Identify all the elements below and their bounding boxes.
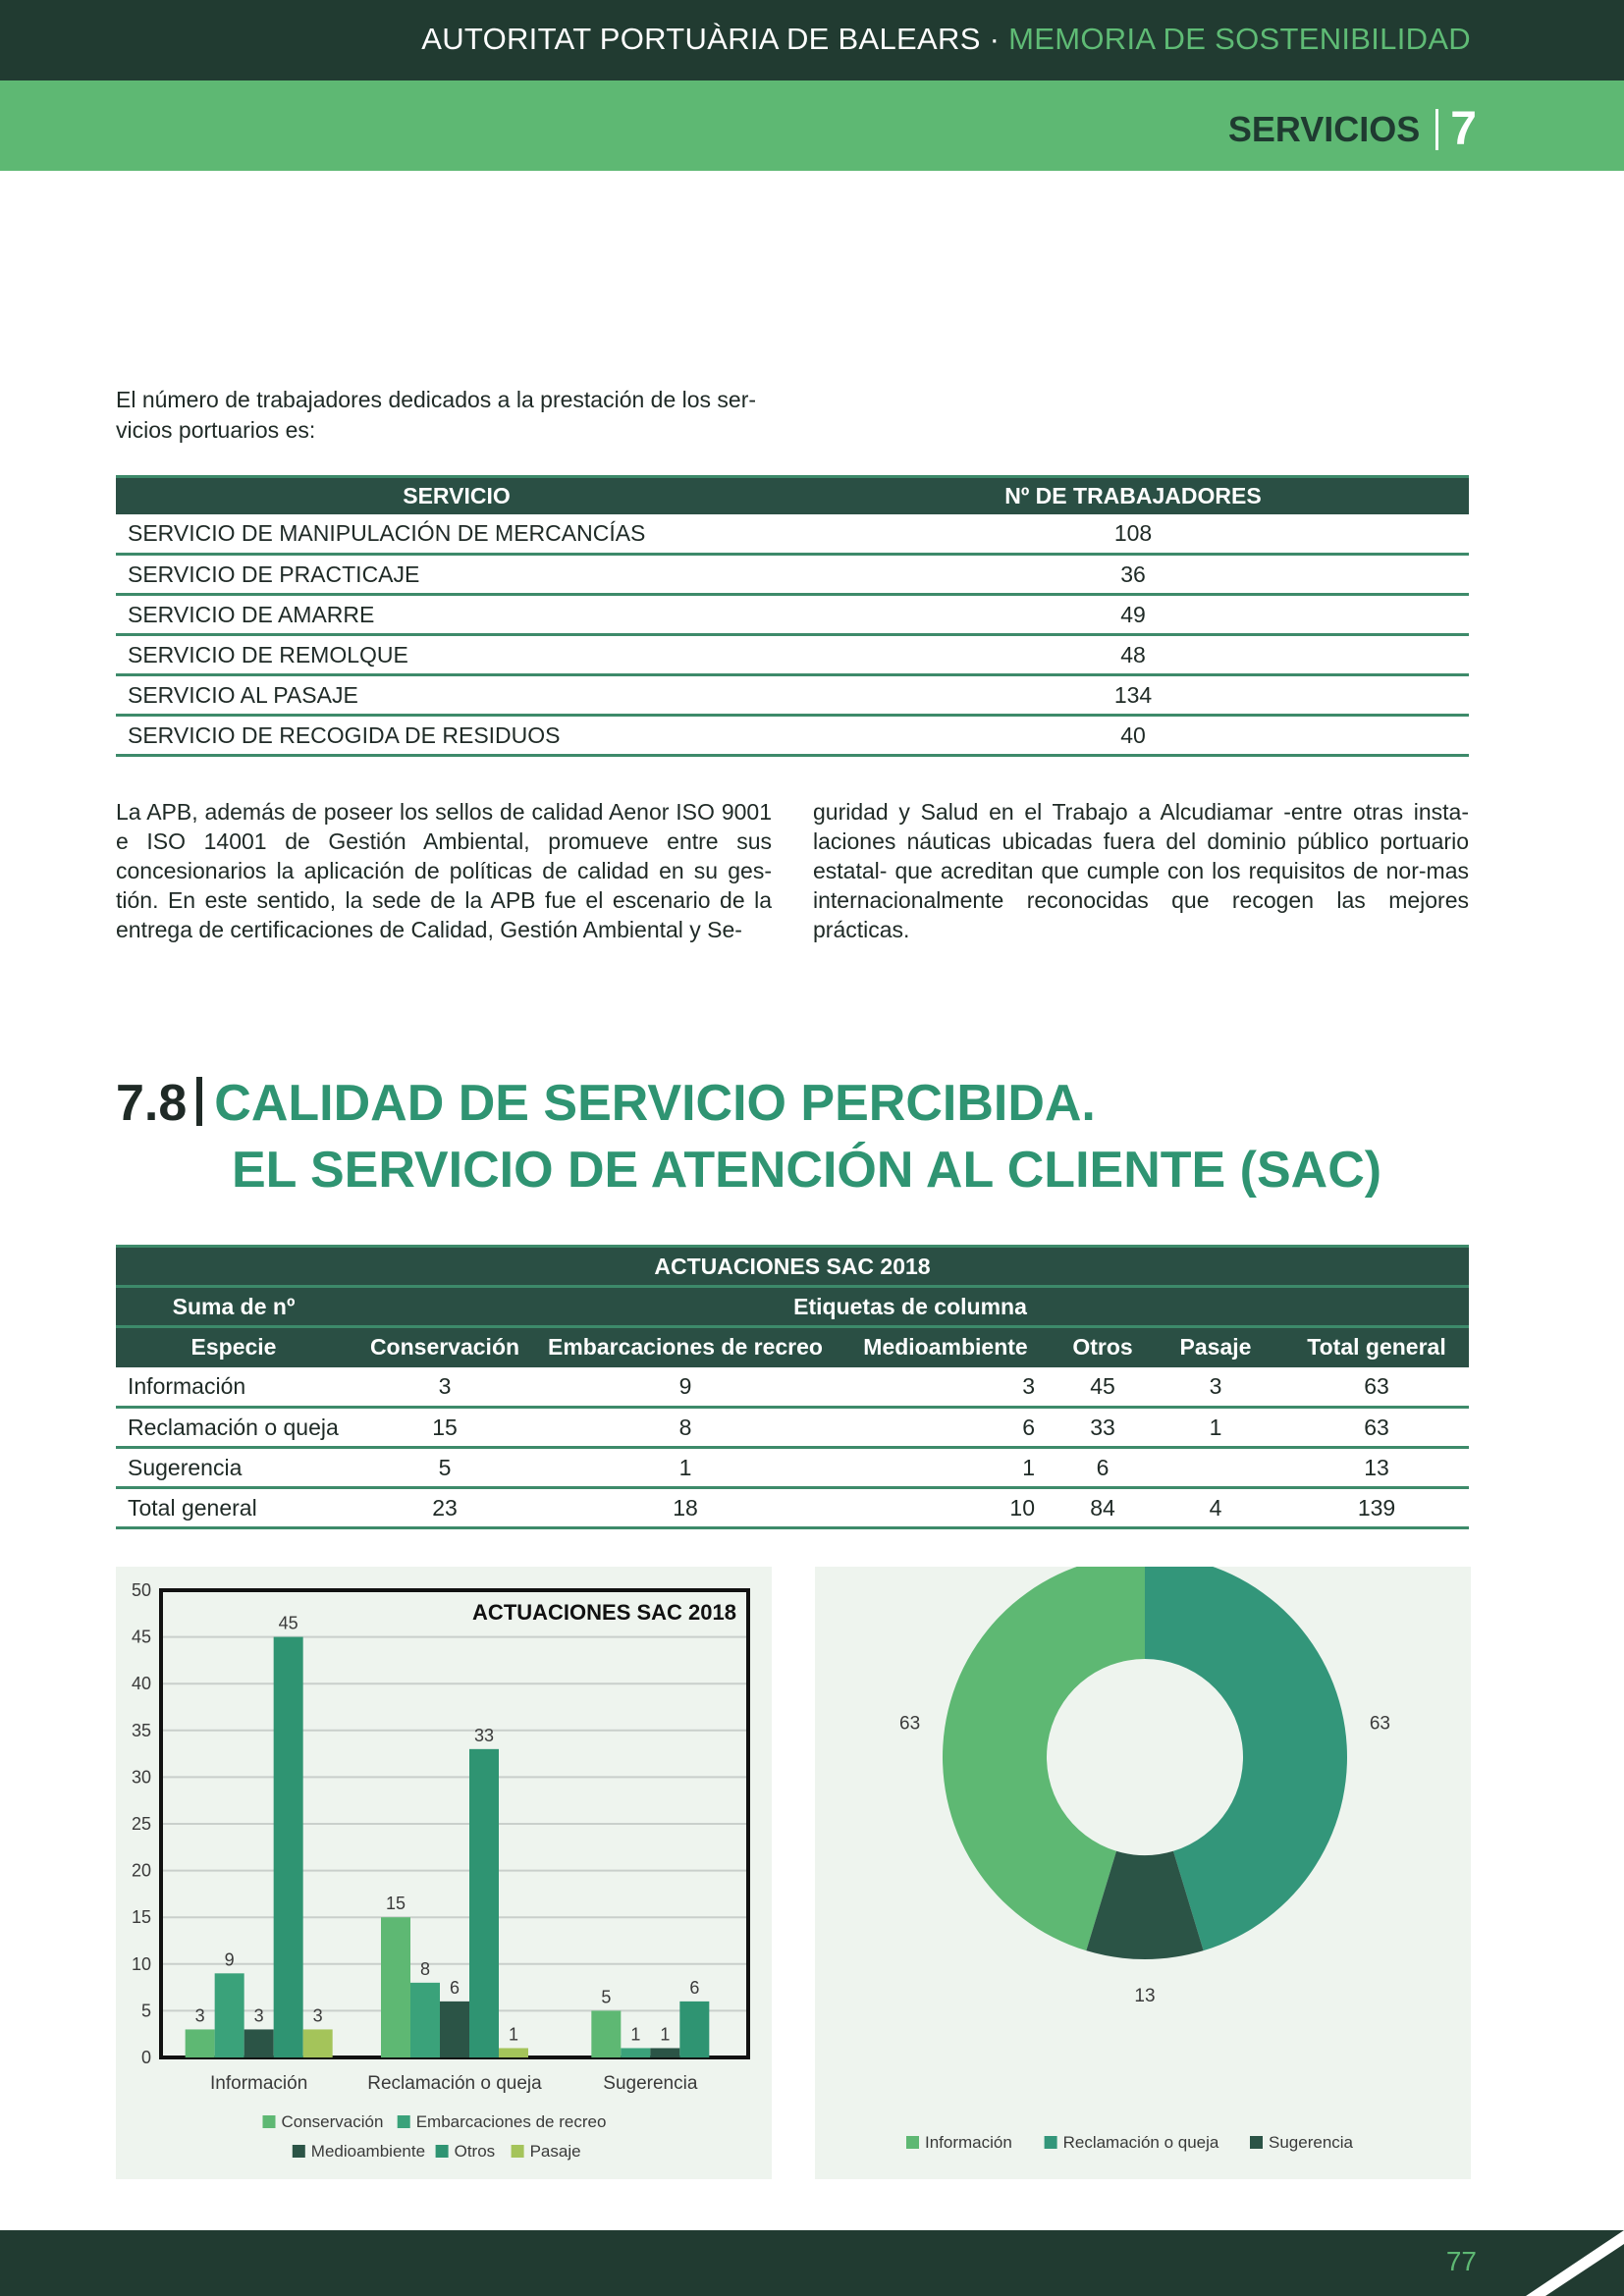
bar-value-label: 3 <box>253 2005 264 2026</box>
row-label: Reclamación o queja <box>116 1408 352 1448</box>
table-cell: 10 <box>833 1488 1058 1528</box>
header-report: MEMORIA DE SOSTENIBILIDAD <box>1008 22 1471 56</box>
table-cell: 8 <box>538 1408 833 1448</box>
bar <box>469 1749 499 2057</box>
service-name: SERVICIO AL PASAJE <box>116 675 797 716</box>
sac-table-header-row <box>116 1327 1469 1367</box>
y-tick-label: 35 <box>131 1720 151 1740</box>
bar <box>591 2010 621 2057</box>
row-label: Información <box>116 1367 352 1408</box>
service-name: SERVICIO DE MANIPULACIÓN DE MERCANCÍAS <box>116 514 797 555</box>
bar <box>650 2048 679 2057</box>
worker-count: 40 <box>797 716 1469 756</box>
paragraph-left: La APB, además de poseer los sellos de calidad Aenor ISO 9001 e ISO 14001 de Gestión Ambiental, promueve entre sus concesionarios la aplicación de políticas de calidad en su ges-tión. En este sentido, la sede de la APB fue el escenario de la entrega de certificaciones de Calidad, Gestión Ambiental y Se- <box>116 799 772 942</box>
table-cell: 6 <box>833 1408 1058 1448</box>
y-tick-label: 15 <box>131 1907 151 1928</box>
table-cell: 33 <box>1058 1408 1147 1448</box>
column-header: Total general <box>1284 1327 1469 1367</box>
column-header: Embarcaciones de recreo <box>538 1327 833 1367</box>
bar <box>410 1983 440 2057</box>
table-cell: 23 <box>352 1488 538 1528</box>
service-name: SERVICIO DE REMOLQUE <box>116 635 797 675</box>
section-header-bar <box>0 80 1624 171</box>
bar <box>440 2002 469 2057</box>
service-name: SERVICIO DE RECOGIDA DE RESIDUOS <box>116 716 797 756</box>
page-number: 77 <box>1445 2246 1477 2276</box>
section-label: SERVICIOS <box>1227 108 1421 149</box>
sac-table-title-row <box>116 1247 1469 1287</box>
legend-label: Información <box>925 2133 1012 2152</box>
column-header: Especie <box>116 1327 352 1367</box>
legend-label: Sugerencia <box>1269 2133 1354 2152</box>
header-title <box>421 22 1471 57</box>
paragraph-right: guridad y Salud en el Trabajo a Alcudiamar -entre otras insta-laciones náuticas ubicadas fuera del dominio público portuario estatal- que acreditan que cumple con los requisitos de nor-mas internacionalmente reconocidas que recogen las mejores prácticas. <box>813 799 1469 942</box>
donut-chart <box>815 1567 1471 2179</box>
service-name: SERVICIO DE AMARRE <box>116 595 797 635</box>
slice-value-label: 63 <box>1369 1713 1390 1735</box>
section-heading-line2: EL SERVICIO DE ATENCIÓN AL CLIENTE (SAC) <box>232 1142 1382 1199</box>
table-row <box>116 716 1469 756</box>
section-heading-line1: CALIDAD DE SERVICIO PERCIBIDA. <box>214 1075 1096 1132</box>
bar-value-label: 3 <box>194 2005 205 2026</box>
bar <box>186 2029 215 2057</box>
legend-swatch <box>1250 2136 1263 2149</box>
table-cell <box>1147 1448 1284 1488</box>
bar <box>244 2029 274 2057</box>
table-row <box>116 1448 1469 1488</box>
bar <box>215 1973 244 2057</box>
slice-value-label: 13 <box>1134 1986 1156 2006</box>
column-header: Conservación <box>352 1327 538 1367</box>
column-label: Etiquetas de columna <box>352 1287 1469 1327</box>
bar-chart <box>116 1567 772 2179</box>
table-cell: 3 <box>352 1367 538 1408</box>
slice-value-label: 63 <box>899 1713 921 1735</box>
table-cell: 45 <box>1058 1367 1147 1408</box>
bar-value-label: 1 <box>508 2024 519 2045</box>
worker-count: 49 <box>797 595 1469 635</box>
y-tick-label: 45 <box>131 1627 151 1647</box>
service-name: SERVICIO DE PRACTICAJE <box>116 555 797 595</box>
table-cell: 63 <box>1284 1408 1469 1448</box>
bar <box>679 2002 709 2057</box>
column-header: Medioambiente <box>833 1327 1058 1367</box>
table-row <box>116 1488 1469 1528</box>
footer-stripe-decoration <box>1487 2230 1624 2296</box>
table-row <box>116 675 1469 716</box>
table-cell: 6 <box>1058 1448 1147 1488</box>
bar <box>274 1637 303 2057</box>
table-cell: 4 <box>1147 1488 1284 1528</box>
section-heading-number: 7.8 <box>116 1075 188 1132</box>
workers-table-header <box>116 477 1469 514</box>
bar-value-label: 6 <box>449 1977 460 1998</box>
legend-swatch <box>263 2115 276 2128</box>
y-tick-label: 5 <box>140 2001 151 2021</box>
legend-label: Otros <box>454 2142 496 2161</box>
body-text-columns <box>116 797 1469 944</box>
bar-value-label: 1 <box>630 2024 641 2045</box>
bar-value-label: 6 <box>689 1977 700 1998</box>
table-cell: 63 <box>1284 1367 1469 1408</box>
section-number: 7 <box>1450 103 1477 155</box>
y-tick-label: 10 <box>131 1953 151 1974</box>
worker-count: 108 <box>797 514 1469 555</box>
section-heading-divider <box>196 1077 202 1126</box>
bar <box>303 2029 333 2057</box>
table-row <box>116 1367 1469 1408</box>
y-tick-label: 0 <box>140 2048 151 2067</box>
sac-table-subheader-row <box>116 1287 1469 1327</box>
table-cell: 18 <box>538 1488 833 1528</box>
column-header-workers: Nº DE TRABAJADORES <box>797 477 1469 514</box>
worker-count: 36 <box>797 555 1469 595</box>
legend-label: Medioambiente <box>310 2142 426 2161</box>
legend-swatch <box>512 2145 524 2158</box>
legend-swatch <box>398 2115 410 2128</box>
row-label: Sugerencia <box>116 1448 352 1488</box>
worker-count: 48 <box>797 635 1469 675</box>
bar-value-label: 5 <box>601 1987 612 2007</box>
sac-table-title: ACTUACIONES SAC 2018 <box>116 1247 1469 1287</box>
table-row <box>116 514 1469 555</box>
workers-table <box>116 475 1469 757</box>
top-header-bar <box>0 0 1624 80</box>
row-label: Total general <box>116 1488 352 1528</box>
section-heading <box>116 1070 1381 1203</box>
table-cell: 5 <box>352 1448 538 1488</box>
table-cell: 15 <box>352 1408 538 1448</box>
column-header-service: SERVICIO <box>116 477 797 514</box>
bar-value-label: 8 <box>419 1958 431 1979</box>
legend-label: Reclamación o queja <box>1062 2133 1219 2152</box>
table-row <box>116 555 1469 595</box>
column-header: Otros <box>1058 1327 1147 1367</box>
legend-swatch <box>293 2145 305 2158</box>
bar <box>381 1917 410 2057</box>
intro-paragraph: El número de trabajadores dedicados a la prestación de los ser-vicios portuarios es: <box>116 387 757 443</box>
table-row <box>116 635 1469 675</box>
section-divider <box>1435 109 1438 150</box>
bar-value-label: 15 <box>385 1894 406 1914</box>
table-cell: 1 <box>833 1448 1058 1488</box>
y-tick-label: 30 <box>131 1767 151 1788</box>
table-cell: 3 <box>833 1367 1058 1408</box>
legend-label: Embarcaciones de recreo <box>415 2112 607 2131</box>
legend-swatch <box>1045 2136 1057 2149</box>
legend-label: Conservación <box>281 2112 384 2131</box>
section-indicator <box>1228 102 1477 156</box>
bar-value-label: 1 <box>660 2024 671 2045</box>
legend-swatch <box>436 2145 449 2158</box>
sum-label: Suma de nº <box>116 1287 352 1327</box>
table-cell: 13 <box>1284 1448 1469 1488</box>
y-tick-label: 50 <box>131 1580 151 1600</box>
table-cell: 9 <box>538 1367 833 1408</box>
bar-value-label: 45 <box>278 1613 298 1633</box>
table-cell: 1 <box>1147 1408 1284 1448</box>
footer-bar <box>0 2230 1624 2296</box>
table-cell: 1 <box>538 1448 833 1488</box>
bar-value-label: 9 <box>224 1949 235 1970</box>
x-category-label: Reclamación o queja <box>367 2073 542 2094</box>
y-tick-label: 40 <box>131 1674 151 1694</box>
legend-label: Pasaje <box>529 2142 581 2161</box>
worker-count: 134 <box>797 675 1469 716</box>
header-separator: · <box>980 22 1009 56</box>
header-org: AUTORITAT PORTUÀRIA DE BALEARS <box>421 22 981 56</box>
bar <box>621 2048 650 2057</box>
chart-title: ACTUACIONES SAC 2018 <box>472 1600 736 1625</box>
table-cell: 84 <box>1058 1488 1147 1528</box>
x-category-label: Información <box>210 2073 308 2094</box>
legend-swatch <box>906 2136 919 2149</box>
table-row <box>116 1408 1469 1448</box>
table-row <box>116 595 1469 635</box>
bar-chart-panel <box>116 1567 772 2179</box>
bar-value-label: 33 <box>473 1725 495 1745</box>
table-cell: 3 <box>1147 1367 1284 1408</box>
table-cell: 139 <box>1284 1488 1469 1528</box>
y-tick-label: 20 <box>131 1860 151 1881</box>
column-header: Pasaje <box>1147 1327 1284 1367</box>
donut-chart-panel <box>815 1567 1471 2179</box>
sac-table <box>116 1245 1469 1529</box>
bar-value-label: 3 <box>312 2005 323 2026</box>
x-category-label: Sugerencia <box>603 2073 698 2094</box>
y-tick-label: 25 <box>131 1814 151 1834</box>
bar <box>499 2048 528 2057</box>
